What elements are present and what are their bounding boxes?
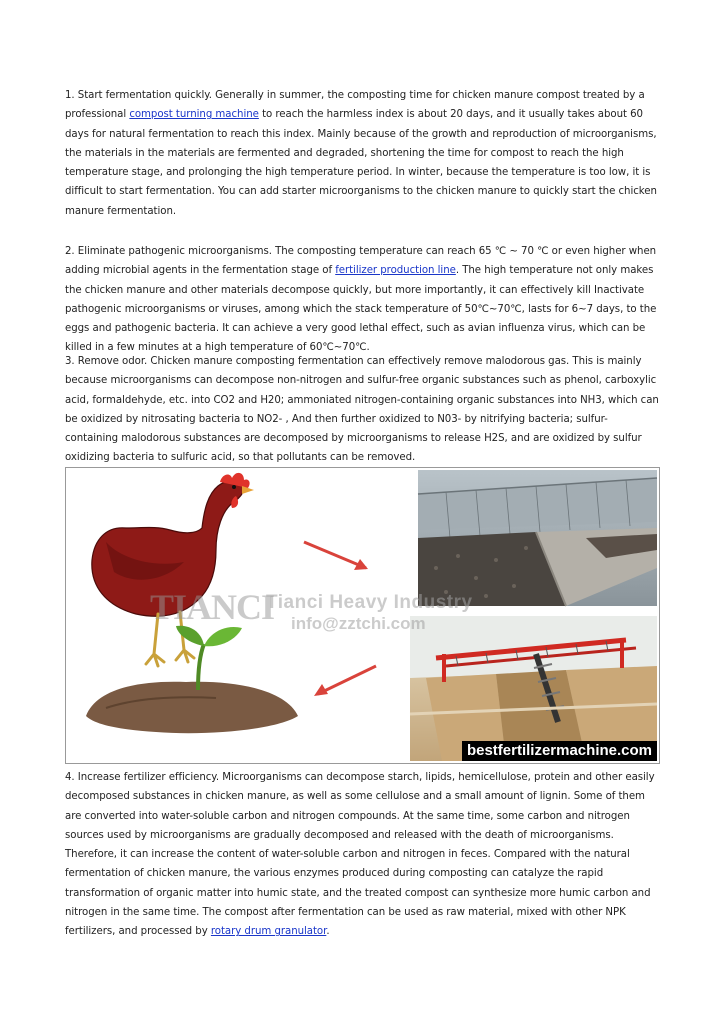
paragraph-remove-odor [65,352,660,468]
soil-sprout-illustration [86,626,298,734]
fertilizer-production-line-link[interactable]: fertilizer production line [335,265,456,277]
arrow-icon [314,666,376,696]
paragraph-text: . The high temperature not only makes the chicken manure and other materials decompose quickly, but more importantly, it can effectively kill Inactivate pathogenic microorganisms or viruses, among which the stack temperature of 50℃~70℃, lasts for 6~7 days, to the eggs and pathogenic bacteria. It can achieve a very good lethal effect, such as avian influenza virus, which can be killed in a few minutes at a high temperature of 60℃~70℃. [65,265,657,354]
paragraph-text: . [326,926,330,938]
turning-machine-photo [410,616,657,761]
composting-illustration [65,467,660,764]
paragraph-text: to reach the harmless index is about 20 days, and it usually takes about 60 days for natural fermentation to reach this index. Mainly because of the growth and reproduction of microorganisms, the materials in the materials are fermented and degraded, shortening the time for compost to reach the high temperature stage, and prolonging the high temperature period. In winter, because the temperature is too low, it is difficult to start fermentation. You can add starter microorganisms to the chicken manure to quickly start the chicken manure fermentation. [65,109,657,217]
paragraph-eliminate-pathogens [65,242,660,358]
rotary-drum-granulator-link[interactable]: rotary drum granulator [210,926,327,938]
paragraph-text: 4. Increase fertilizer efficiency. Microorganisms can decompose starch, lipids, hemicellulose, protein and other easily decomposed substances in chicken manure, as well as some cellulose and a small amount of lignin. Some of them are converted into water-soluble carbon and nitrogen compounds. At the same time, some carbon and nitrogen sources used by microorganisms are gradually decomposed and released with the death of microorganisms. Therefore, it can increase the content of water-soluble carbon and nitrogen in feces. Compared with the natural fermentation of chicken manure, the various enzymes produced during composting can catalyze the rapid transformation of organic matter into humic state, and the treated compost can synthesize more humic carbon and nitrogen in the same time. The compost after fermentation can be used as raw material, mixed with other NPK fertilizers, and processed by [65,772,655,938]
greenhouse-photo [418,470,657,606]
compost-turning-machine-link[interactable]: compost turning machine [129,109,259,121]
site-label: bestfertilizermachine.com [462,741,657,761]
paragraph-text: 2. Eliminate pathogenic microorganisms. The composting temperature can reach 65 ℃ ~ 70 ℃ or even higher when adding microbial agents in the fermentation stage of [65,246,657,277]
arrow-icon [304,542,368,570]
paragraph-fertilizer-efficiency [65,768,660,942]
paragraph-text: 3. Remove odor. Chicken manure composting fermentation can effectively remove malodorous gas. This is mainly because microorganisms can decompose non-nitrogen and sulfur-free organic substances such as phenol, carboxylic acid, formaldehyde, etc. into CO2 and H20; ammoniated nitrogen-containing organic substances into NH3, which can be oxidized by nitrosating bacteria to NO2- , And then further oxidized to N03- by nitrifying bacteria; sulfur-containing malodorous substances are decomposed by microorganisms to release H2S, and are oxidized by sulfur oxidizing bacteria to sulfuric acid, so that pollutants can be removed. [65,356,659,464]
paragraph-start-fermentation [65,86,660,221]
paragraph-text: 1. Start fermentation quickly. Generally in summer, the composting time for chicken manure compost treated by a professional [65,90,645,121]
tianci-logo-watermark: TIANCI [150,587,275,627]
email-watermark: info@zztchi.com [291,614,426,633]
company-watermark: Tianci Heavy Industry [266,592,473,613]
